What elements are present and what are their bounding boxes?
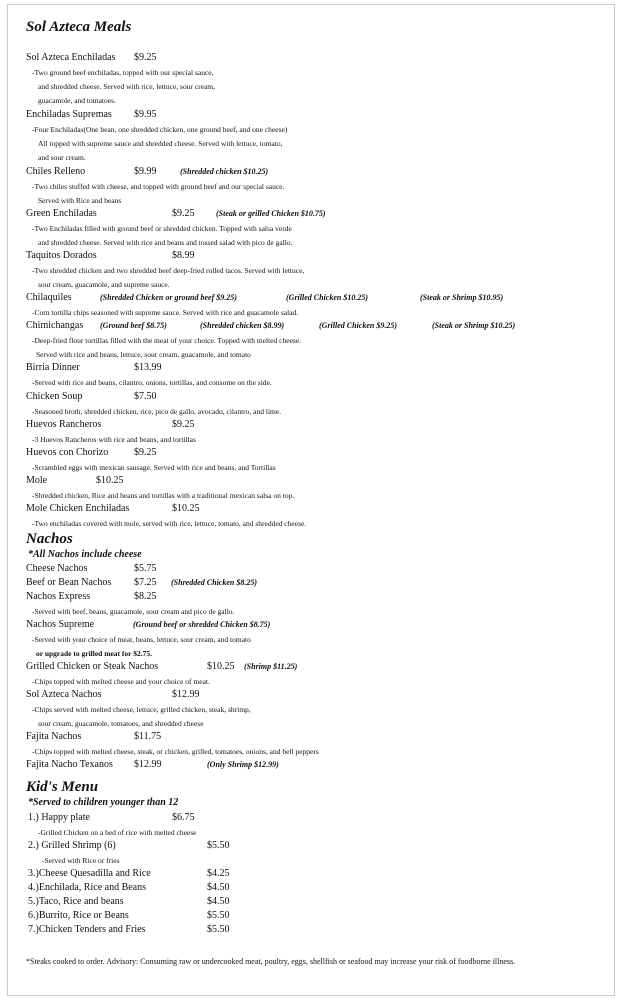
menu-item-name: Fajita Nacho Texanos: [26, 759, 113, 770]
menu-item-price: $11.75: [134, 731, 162, 742]
menu-item-desc: All topped with supreme sauce and shredded cheese. Served with lettuce, tomato,: [38, 139, 283, 148]
section-subtitle-kids: *Served to children younger than 12: [28, 797, 179, 808]
menu-page: [7, 4, 615, 996]
menu-item-name: Enchiladas Supremas: [26, 109, 112, 120]
menu-item-name: 1.) Happy plate: [28, 812, 90, 823]
menu-item-desc: -Chips topped with melted cheese, steak, or chicken, grilled, tomatoes, onions, and bell peppers: [32, 747, 319, 756]
menu-item-price: $12.99: [134, 759, 162, 770]
menu-item-desc: and shredded cheese. Served with rice, lettuce, sour cream,: [38, 82, 216, 91]
menu-item-price: $9.25: [172, 419, 195, 430]
menu-item-name: Nachos Supreme: [26, 619, 95, 630]
menu-item-alt-price: (Shredded Chicken or ground beef $9.25): [100, 293, 237, 302]
menu-item-name: Chiles Relleno: [26, 166, 86, 177]
menu-item-name: Taquitos Dorados: [26, 250, 97, 261]
menu-item-name: Chicken Soup: [26, 391, 83, 402]
menu-item-alt-price: (Steak or grilled Chicken $10.75): [216, 209, 326, 218]
menu-item-price: $5.50: [207, 924, 230, 935]
menu-item-name: Cheese Nachos: [26, 563, 88, 574]
menu-item-desc: -Grilled Chicken on a bed of rice with melted cheese: [38, 828, 197, 837]
section-title-meals: Sol Azteca Meals: [26, 19, 132, 35]
section-subtitle-nachos: *All Nachos include cheese: [28, 549, 142, 560]
menu-item-price: $6.75: [172, 812, 195, 823]
menu-item-desc: -Two shredded chicken and two shredded beef deep-fried rolled tacos. Served with lettuce,: [32, 266, 305, 275]
menu-item-price: $12.99: [172, 689, 200, 700]
menu-item-desc: -Chips served with melted cheese, lettuce, grilled chicken, steak, shrimp,: [32, 705, 251, 714]
menu-item-name: 4.)Enchilada, Rice and Beans: [28, 882, 147, 893]
menu-item-name: 6.)Burrito, Rice or Beans: [28, 910, 129, 921]
menu-item-name: 3.)Cheese Quesadilla and Rice: [28, 868, 151, 879]
menu-item-price: $4.50: [207, 882, 230, 893]
menu-item-price: $7.25: [134, 577, 157, 588]
menu-item-name: Mole Chicken Enchiladas: [26, 503, 130, 514]
menu-item-price: $5.50: [207, 910, 230, 921]
menu-item-alt-price: (Steak or Shrimp $10.95): [420, 293, 504, 302]
menu-item-desc: -Shredded chicken, Rice and beans and tortillas with a traditional mexican salsa on top.: [32, 491, 295, 500]
menu-item-alt-price: (Grilled Chicken $10.25): [286, 293, 368, 302]
menu-item-name: 7.)Chicken Tenders and Fries: [28, 924, 146, 935]
menu-item-price: $9.99: [134, 166, 157, 177]
menu-item-price: $9.25: [134, 52, 157, 63]
menu-item-name: Sol Azteca Nachos: [26, 689, 102, 700]
menu-item-name: Beef or Bean Nachos: [26, 577, 112, 588]
menu-item-price: $7.50: [134, 391, 157, 402]
menu-item-desc: sour cream, guacamole, and supreme sauce.: [38, 280, 170, 289]
menu-item-price: $9.25: [172, 208, 195, 219]
menu-item-price: $9.95: [134, 109, 157, 120]
food-advisory-note: *Steaks cooked to order. Advisory: Consuming raw or undercooked meat, poultry, eggs, shellfish or seafood may increase your risk of foodborne illness.: [26, 957, 516, 966]
menu-item-name: Birria Dinner: [26, 362, 80, 373]
menu-item-alt-price: (Shredded chicken $10.25): [180, 167, 269, 176]
menu-item-alt-price: (Grilled Chicken $9.25): [319, 321, 397, 330]
section-title-nachos: Nachos: [26, 531, 73, 547]
menu-item-desc: guacamole, and tomatoes.: [38, 96, 116, 105]
menu-item-name: Huevos Rancheros: [26, 419, 102, 430]
menu-item-desc: -Served with beef, beans, guacamole, sour cream and pico de gallo.: [32, 607, 235, 616]
menu-item-desc: -Deep-fried flour tortillas filled with the meat of your choice. Topped with melted cheese.: [32, 336, 302, 345]
menu-item-price: $9.25: [134, 447, 157, 458]
menu-item-desc: -Seasoned broth, shredded chicken, rice, pico de gallo, avocado, cilantro, and lime.: [32, 407, 282, 416]
menu-item-desc: -Four Enchiladas(One bean, one shredded chicken, one ground beef, and one cheese): [32, 125, 288, 134]
menu-item-desc: -Served with rice and beans, cilantro, onions, tortillas, and consome on the side.: [32, 378, 272, 387]
menu-item-name: Fajita Nachos: [26, 731, 82, 742]
menu-item-desc: -Served with your choice of meat, beans, lettuce, sour cream, and tomato: [32, 635, 251, 644]
menu-item-desc: -Two enchiladas covered with mole, served with rice, lettuce, tomato, and shredded cheese.: [32, 519, 307, 528]
menu-item-alt-price: (Shrimp $11.25): [244, 662, 298, 671]
menu-item-name: Grilled Chicken or Steak Nachos: [26, 661, 159, 672]
menu-item-name: Green Enchiladas: [26, 208, 97, 219]
menu-item-alt-price: (Steak or Shrimp $10.25): [432, 321, 516, 330]
menu-item-desc: -Two ground beef enchiladas, topped with our special sauce,: [32, 68, 214, 77]
menu-item-price: $8.25: [134, 591, 157, 602]
menu-item-desc: -Two Enchiladas filled with ground beef or shredded chicken. Topped with salsa verde: [32, 224, 292, 233]
menu-item-price: $4.50: [207, 896, 230, 907]
menu-item-alt-price: (Ground beef $8.75): [100, 321, 167, 330]
menu-item-desc: -Served with Rice or fries: [42, 856, 120, 865]
menu-item-desc: Served with rice and beans, lettuce, sour cream, guacamole, and tomato: [36, 350, 251, 359]
menu-item-price: $10.25: [96, 475, 124, 486]
menu-item-alt-price: (Only Shrimp $12.99): [207, 760, 279, 769]
menu-item-desc: and sour cream.: [38, 153, 86, 162]
menu-item-desc: Served with Rice and beans: [38, 196, 122, 205]
menu-item-desc: -3 Huevos Rancheros with rice and beans, and tortillas: [32, 435, 196, 444]
menu-item-name: Chimichangas: [26, 320, 84, 331]
menu-item-alt-price: (Shredded chicken $8.99): [200, 321, 285, 330]
menu-item-desc: -Chips topped with melted cheese and your choice of meat.: [32, 677, 210, 686]
menu-item-name: Mole: [26, 475, 48, 486]
menu-item-price: $13.99: [134, 362, 162, 373]
menu-item-desc: -Scrambled eggs with mexican sausage. Served with rice and beans, and Tortillas: [32, 463, 276, 472]
menu-item-price: $4.25: [207, 868, 230, 879]
menu-item-desc: -Two chiles stuffed with cheese, and topped with ground beef and our special sauce.: [32, 182, 285, 191]
menu-item-desc: sour cream, guacamole, tomatoes, and shredded cheese: [38, 719, 204, 728]
menu-item-name: 5.)Taco, Rice and beans: [28, 896, 124, 907]
menu-item-desc: and shredded cheese. Served with rice and beans and tossed salad with pico de gallo.: [38, 238, 293, 247]
menu-item-name: Chilaquiles: [26, 292, 72, 303]
menu-item-price: $5.75: [134, 563, 157, 574]
menu-item-name: Sol Azteca Enchiladas: [26, 52, 116, 63]
menu-item-price: $5.50: [207, 840, 230, 851]
menu-item-price: $8.99: [172, 250, 195, 261]
menu-item-name: 2.) Grilled Shrimp (6): [28, 840, 116, 851]
menu-item-price: $10.25: [207, 661, 235, 672]
menu-item-price: $10.25: [172, 503, 200, 514]
menu-item-alt-price: (Shredded Chicken $8.25): [171, 578, 257, 587]
menu-item-name: Nachos Express: [26, 591, 91, 602]
menu-item-alt-price: (Ground beef or shredded Chicken $8.75): [133, 620, 271, 629]
menu-item-name: Huevos con Chorizo: [26, 447, 109, 458]
section-title-kids: Kid's Menu: [26, 779, 99, 795]
menu-item-note: or upgrade to grilled meat for $2.75.: [36, 649, 152, 658]
menu-item-desc: -Corn tortilla chips seasoned with supreme sauce. Served with rice and guacamole salad.: [32, 308, 299, 317]
